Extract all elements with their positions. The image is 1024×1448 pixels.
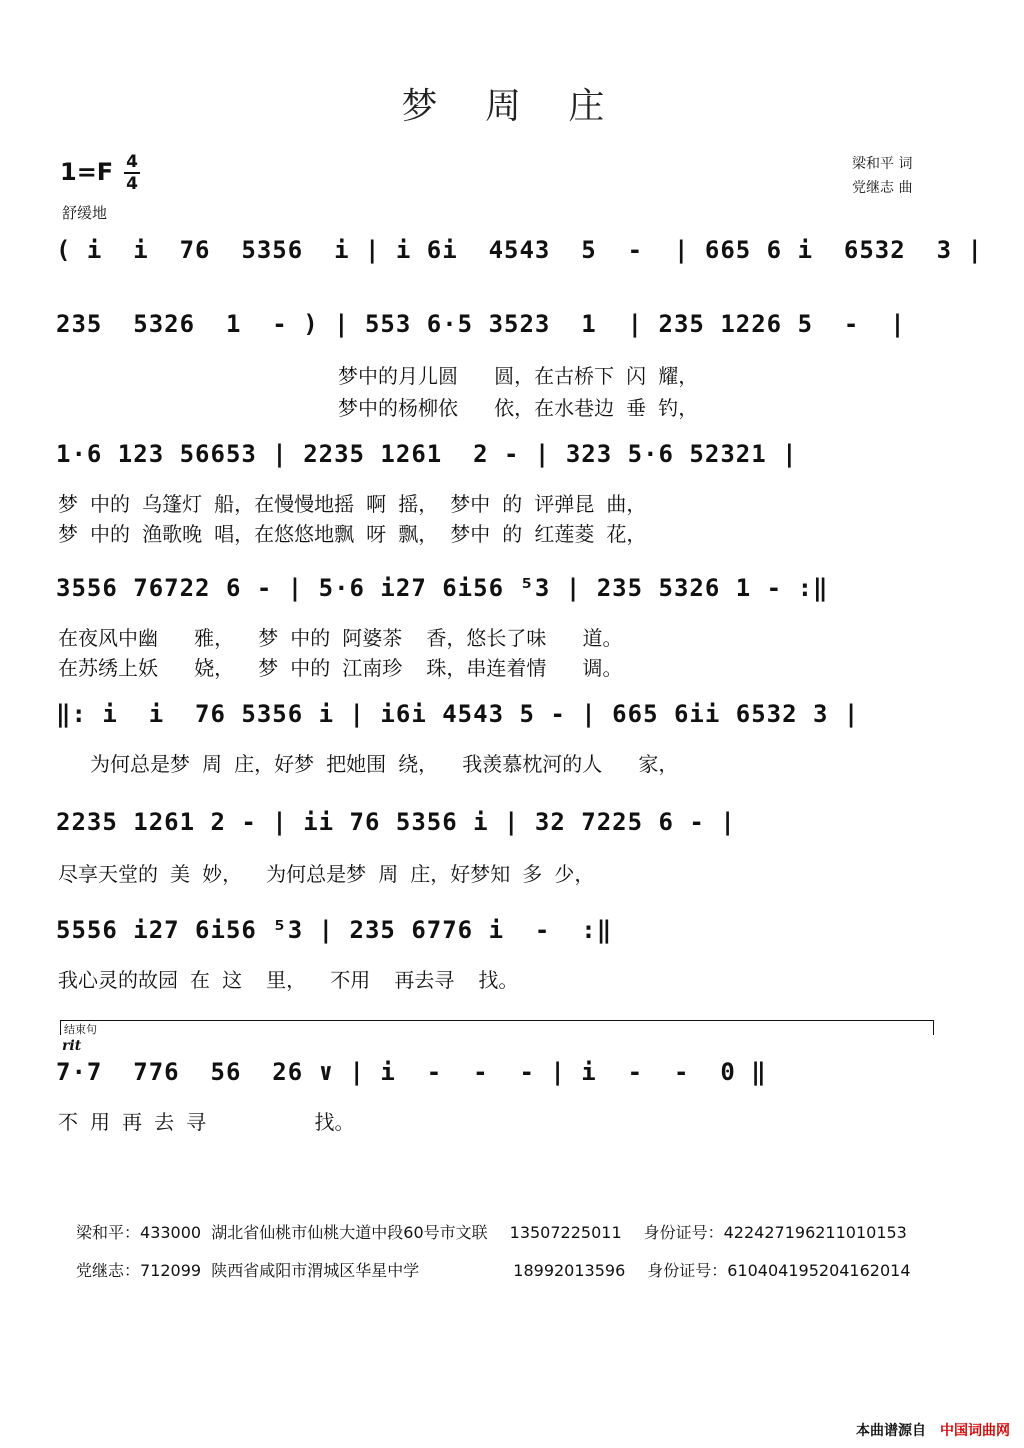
meter-bottom: 4 [126,174,138,194]
system-2 [56,310,956,354]
footer-site-link[interactable]: 中国词曲网 [940,1423,1010,1439]
addr-id: 身份证号：422427196211010153 [643,1223,907,1242]
coda-system [56,1058,956,1102]
addr-phone: 18992013596 [513,1261,626,1280]
footer [856,1420,1010,1440]
lyric-line: 在夜风中幽 雅， 梦 中的 阿婆茶 香，悠长了味 道。 [58,626,623,650]
lyric-line: 不 用 再 去 寻 找。 [58,1110,355,1134]
addr-name: 梁和平： [76,1223,141,1242]
system-4 [56,574,956,618]
lyric-line: 梦中的杨柳依 依，在水巷边 垂 钓， [338,396,699,420]
notes-line: ‖: i i 76 5356 i | i6i 4543 5 - | 665 6ii 6532 3 | [56,700,860,728]
addr-text: 433000 湖北省仙桃市仙桃大道中段60号市文联 [140,1223,488,1242]
notes-line: 7·7 776 56 26 ∨ | i - - - | i - - 0 ‖ [56,1058,767,1086]
lyric-line: 梦 中的 乌篷灯 船，在慢慢地摇 啊 摇， 梦中 的 评弹昆 曲， [58,492,647,516]
lyric-line: 在苏绣上妖 娆， 梦 中的 江南珍 珠，串连着情 调。 [58,656,623,680]
notes-line: ( i i 76 5356 i | i 6i 4543 5 - | 665 6 i 6532 3 | [56,236,983,264]
footer-source: 本曲谱源自 [856,1423,926,1439]
notes-line: 5556 i27 6i56 ⁵3 | 235 6776 i - :‖ [56,916,613,944]
key-signature: 1=F [60,158,114,186]
notes-line: 1·6 123 56653 | 2235 1261 2 - | 323 5·6 52321 | [56,440,798,468]
notes-line: 2235 1261 2 - | ii 76 5356 i | 32 7225 6 - | [56,808,736,836]
composer: 党继志 曲 [852,180,913,196]
addr-id: 身份证号：610404195204162014 [647,1261,911,1280]
lyricist: 梁和平 词 [852,156,913,172]
system-5 [56,700,956,744]
time-signature [124,152,140,194]
lyric-line: 梦 中的 渔歌晚 唱，在悠悠地飘 呀 飘， 梦中 的 红莲菱 花， [58,522,647,546]
credits [852,152,912,200]
system-6 [56,808,956,852]
system-3 [56,440,956,484]
score-title: 梦 周 庄 [401,86,623,127]
lyric-line: 我心灵的故园 在 这 里， 不用 再去寻 找。 [58,968,519,992]
coda-bracket [60,1020,934,1035]
lyric-line: 为何总是梦 周 庄，好梦 把她围 绕， 我羡慕枕河的人 家， [90,752,679,776]
meter-top: 4 [126,152,138,172]
address-row-2 [76,1258,911,1281]
lyric-line: 尽享天堂的 美 妙， 为何总是梦 周 庄，好梦知 多 少， [58,862,595,886]
addr-name: 党继志： [76,1261,141,1280]
notes-line: 235 5326 1 - ) | 553 6·5 3523 1 | 235 1226 5 - | [56,310,906,338]
tempo-mark: 舒缓地 [62,204,108,222]
system-1 [56,236,983,280]
addr-phone: 13507225011 [509,1223,622,1242]
address-row-1 [76,1220,907,1243]
coda-label: 结束句 [64,1023,97,1036]
notes-line: 3556 76722 6 - | 5·6 i27 6i56 ⁵3 | 235 5326 1 - :‖ [56,574,829,602]
addr-text: 712099 陕西省咸阳市渭城区华星中学 [140,1261,420,1280]
lyric-line: 梦中的月儿圆 圆，在古桥下 闪 耀， [338,364,699,388]
system-7 [56,916,956,960]
rit-mark: rit [62,1038,82,1054]
